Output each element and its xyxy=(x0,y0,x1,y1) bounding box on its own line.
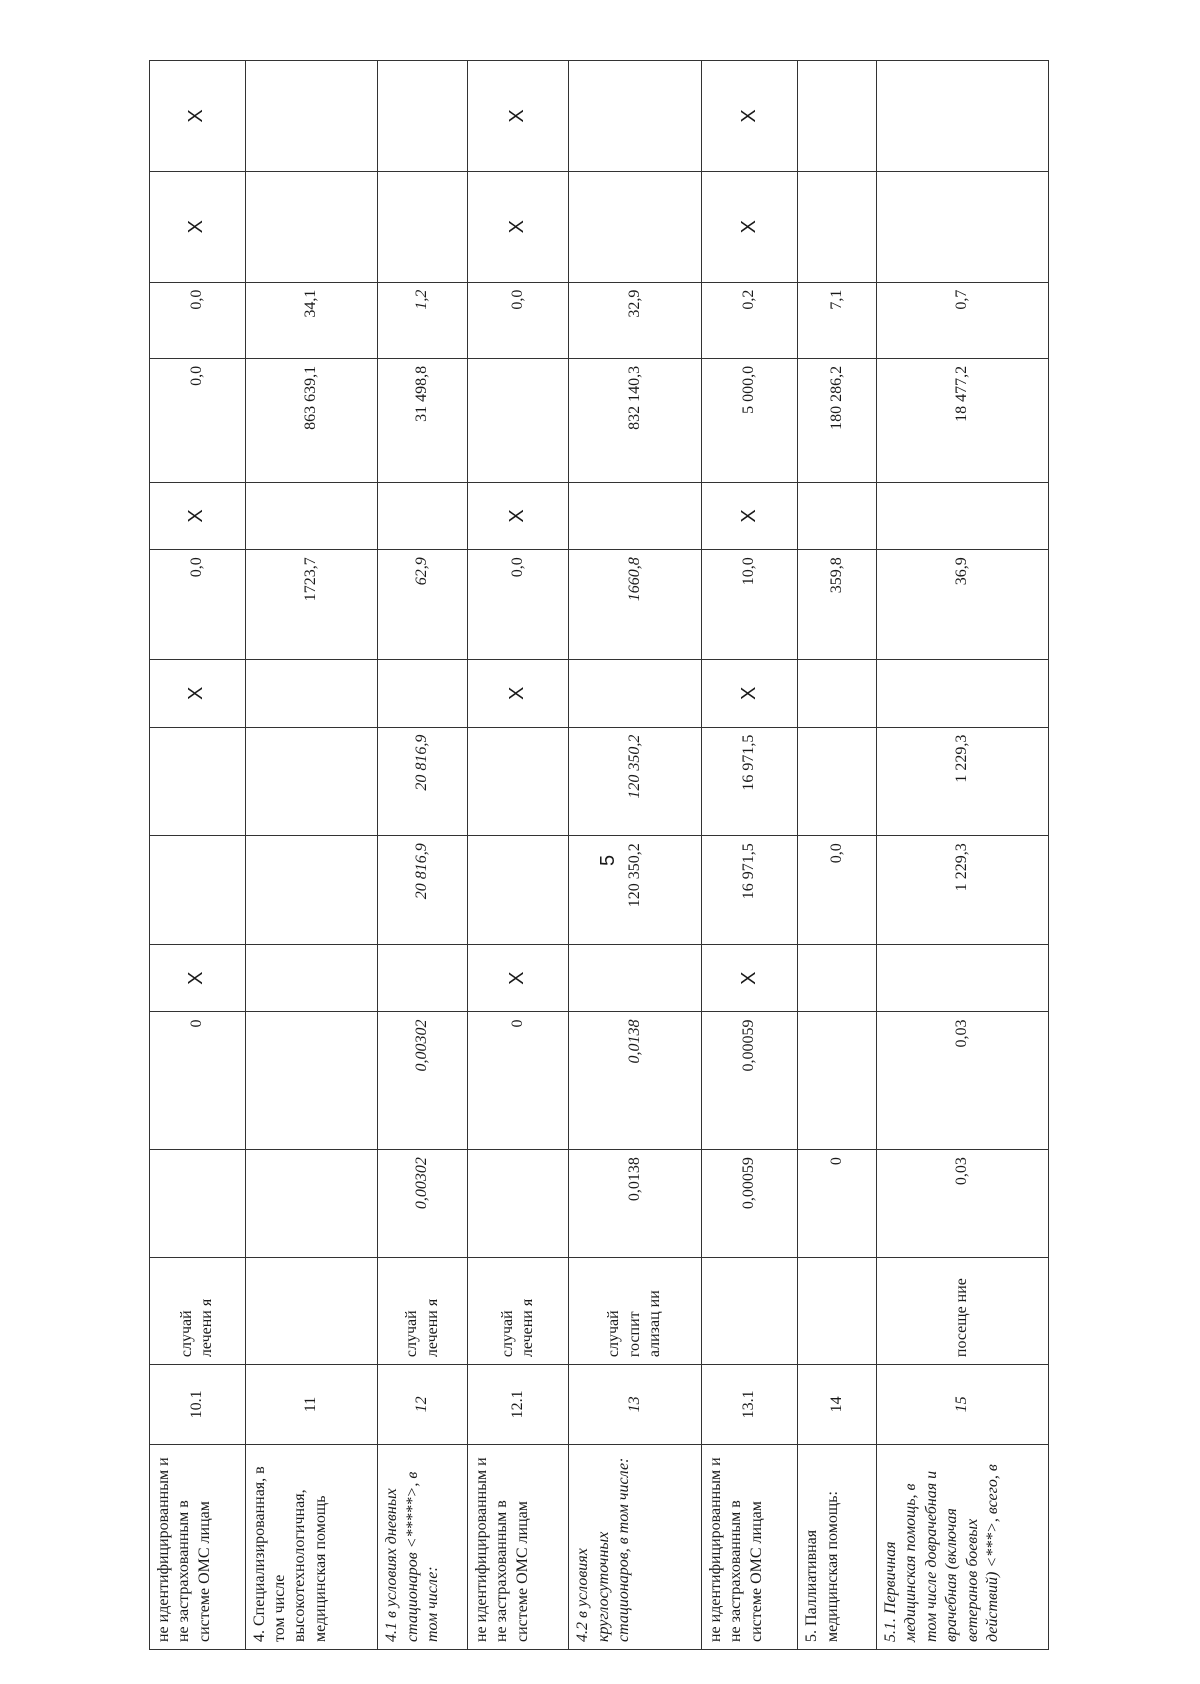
row-number: 12 xyxy=(378,1365,468,1445)
cell-amount-2: 0,0 xyxy=(468,282,569,358)
cell-volume-1 xyxy=(468,1150,569,1258)
cell-percapita-1: 0,0 xyxy=(468,550,569,660)
cell-percapita-2 xyxy=(569,482,702,550)
table-row xyxy=(468,61,569,1650)
cell-amount-2: 7,1 xyxy=(798,282,877,358)
cell-volume-1: 0 xyxy=(798,1150,877,1258)
cell-cost-1: 120 350,2 xyxy=(569,836,702,945)
cell-amount-4: X xyxy=(150,61,246,172)
cell-volume-2: 0 xyxy=(150,1012,246,1150)
cell-amount-3: X xyxy=(468,171,569,282)
cell-cost-3 xyxy=(877,659,1049,727)
cell-percapita-1: 359,8 xyxy=(798,550,877,660)
cell-amount-1 xyxy=(468,358,569,482)
cell-percapita-2: X xyxy=(150,482,246,550)
cell-volume-3 xyxy=(877,944,1049,1012)
cell-cost-2 xyxy=(150,727,246,836)
table-body xyxy=(150,61,1049,1650)
cell-cost-2: 16 971,5 xyxy=(701,727,798,836)
table-row xyxy=(245,61,378,1650)
cell-amount-1: 832 140,3 xyxy=(569,358,702,482)
cell-cost-2 xyxy=(245,727,378,836)
cell-volume-1: 0,00059 xyxy=(701,1150,798,1258)
cell-percapita-2 xyxy=(245,482,378,550)
cell-volume-3: X xyxy=(468,944,569,1012)
cell-volume-1: 0,00302 xyxy=(378,1150,468,1258)
unit-of-measure: случай лечени я xyxy=(150,1257,246,1365)
cell-volume-2 xyxy=(245,1012,378,1150)
cell-amount-3 xyxy=(877,171,1049,282)
cell-volume-1 xyxy=(150,1150,246,1258)
cell-amount-4 xyxy=(798,61,877,172)
cell-amount-2: 0,7 xyxy=(877,282,1049,358)
unit-of-measure xyxy=(701,1257,798,1365)
cell-cost-2 xyxy=(798,727,877,836)
cell-amount-2: 34,1 xyxy=(245,282,378,358)
row-number: 13.1 xyxy=(701,1365,798,1445)
cell-cost-3: X xyxy=(468,659,569,727)
unit-of-measure xyxy=(245,1257,378,1365)
cell-cost-2: 20 816,9 xyxy=(378,727,468,836)
cell-cost-3: X xyxy=(701,659,798,727)
cell-amount-2: 0,0 xyxy=(150,282,246,358)
cell-cost-3 xyxy=(798,659,877,727)
cell-volume-3: X xyxy=(701,944,798,1012)
cell-cost-3 xyxy=(245,659,378,727)
cell-amount-1: 5 000,0 xyxy=(701,358,798,482)
cell-volume-3 xyxy=(569,944,702,1012)
row-label: 4.1 в условиях дневных стационаров <*****>, в том числе: xyxy=(378,1444,468,1649)
page-number: 5 xyxy=(597,854,619,866)
cell-percapita-2: X xyxy=(701,482,798,550)
cell-volume-1: 0,03 xyxy=(877,1150,1049,1258)
row-number: 13 xyxy=(569,1365,702,1445)
cell-percapita-1: 0,0 xyxy=(150,550,246,660)
table-row xyxy=(701,61,798,1650)
table-row xyxy=(798,61,877,1650)
unit-of-measure xyxy=(798,1257,877,1365)
cell-cost-1: 16 971,5 xyxy=(701,836,798,945)
cell-amount-2: 32,9 xyxy=(569,282,702,358)
cell-cost-3: X xyxy=(150,659,246,727)
cell-amount-4 xyxy=(569,61,702,172)
cell-amount-3: X xyxy=(150,171,246,282)
cell-amount-3 xyxy=(569,171,702,282)
table-row xyxy=(150,61,246,1650)
cell-percapita-2: X xyxy=(468,482,569,550)
medical-care-table xyxy=(149,60,1049,1650)
cell-volume-3 xyxy=(798,944,877,1012)
cell-cost-2 xyxy=(468,727,569,836)
cell-amount-1: 18 477,2 xyxy=(877,358,1049,482)
row-label: не идентифицированным и не застрахованным в системе ОМС лицам xyxy=(468,1444,569,1649)
row-number: 10.1 xyxy=(150,1365,246,1445)
cell-amount-3 xyxy=(798,171,877,282)
row-label: 5. Паллиативная медицинская помощь: xyxy=(798,1444,877,1649)
row-label: не идентифицированным и не застрахованным в системе ОМС лицам xyxy=(701,1444,798,1649)
cell-percapita-2 xyxy=(378,482,468,550)
cell-amount-3 xyxy=(378,171,468,282)
unit-of-measure: случай лечени я xyxy=(378,1257,468,1365)
cell-volume-3: X xyxy=(150,944,246,1012)
cell-volume-2: 0,03 xyxy=(877,1012,1049,1150)
cell-amount-4: X xyxy=(701,61,798,172)
cell-amount-4: X xyxy=(468,61,569,172)
cell-volume-2: 0 xyxy=(468,1012,569,1150)
table-row xyxy=(378,61,468,1650)
cell-amount-1: 0,0 xyxy=(150,358,246,482)
row-number: 14 xyxy=(798,1365,877,1445)
cell-cost-1: 0,0 xyxy=(798,836,877,945)
row-label: 4.2 в условиях круглосуточных стационаров, в том числе: xyxy=(569,1444,702,1649)
cell-cost-2: 120 350,2 xyxy=(569,727,702,836)
cell-volume-2: 0,0138 xyxy=(569,1012,702,1150)
cell-volume-2: 0,00302 xyxy=(378,1012,468,1150)
cell-amount-2: 1,2 xyxy=(378,282,468,358)
row-label: не идентифицированным и не застрахованным в системе ОМС лицам xyxy=(150,1444,246,1649)
unit-of-measure: случай госпит ализац ии xyxy=(569,1257,702,1365)
cell-percapita-1: 10,0 xyxy=(701,550,798,660)
cell-amount-3 xyxy=(245,171,378,282)
cell-cost-1 xyxy=(150,836,246,945)
row-number: 11 xyxy=(245,1365,378,1445)
cell-percapita-2 xyxy=(798,482,877,550)
cell-cost-1: 1 229,3 xyxy=(877,836,1049,945)
cell-volume-1: 0,0138 xyxy=(569,1150,702,1258)
cell-volume-3 xyxy=(245,944,378,1012)
cell-amount-4 xyxy=(245,61,378,172)
cell-percapita-1: 36,9 xyxy=(877,550,1049,660)
cell-cost-1 xyxy=(245,836,378,945)
cell-percapita-1: 1660,8 xyxy=(569,550,702,660)
cell-cost-2: 1 229,3 xyxy=(877,727,1049,836)
row-label: 5.1. Первичная медицинская помощь, в том числе доврачебная и врачебная (включая ветеранов боевых действий) <***>, всего, в xyxy=(877,1444,1049,1649)
cell-volume-3 xyxy=(378,944,468,1012)
cell-amount-1: 31 498,8 xyxy=(378,358,468,482)
cell-percapita-2 xyxy=(877,482,1049,550)
table-row xyxy=(877,61,1049,1650)
table-row xyxy=(569,61,702,1650)
unit-of-measure: случай лечени я xyxy=(468,1257,569,1365)
cell-amount-4 xyxy=(378,61,468,172)
cell-cost-3 xyxy=(569,659,702,727)
cell-percapita-1: 1723,7 xyxy=(245,550,378,660)
cell-cost-1: 20 816,9 xyxy=(378,836,468,945)
row-number: 12.1 xyxy=(468,1365,569,1445)
cell-amount-4 xyxy=(877,61,1049,172)
cell-amount-1: 180 286,2 xyxy=(798,358,877,482)
cell-cost-3 xyxy=(378,659,468,727)
row-label: 4. Специализированная, в том числе высокотехнологичная, медицинская помощь xyxy=(245,1444,378,1649)
unit-of-measure: посеще ние xyxy=(877,1257,1049,1365)
table-rotated-container xyxy=(149,60,1049,1650)
cell-volume-2 xyxy=(798,1012,877,1150)
cell-amount-2: 0,2 xyxy=(701,282,798,358)
cell-amount-1: 863 639,1 xyxy=(245,358,378,482)
cell-amount-3: X xyxy=(701,171,798,282)
cell-percapita-1: 62,9 xyxy=(378,550,468,660)
cell-cost-1 xyxy=(468,836,569,945)
cell-volume-2: 0,00059 xyxy=(701,1012,798,1150)
row-number: 15 xyxy=(877,1365,1049,1445)
cell-volume-1 xyxy=(245,1150,378,1258)
